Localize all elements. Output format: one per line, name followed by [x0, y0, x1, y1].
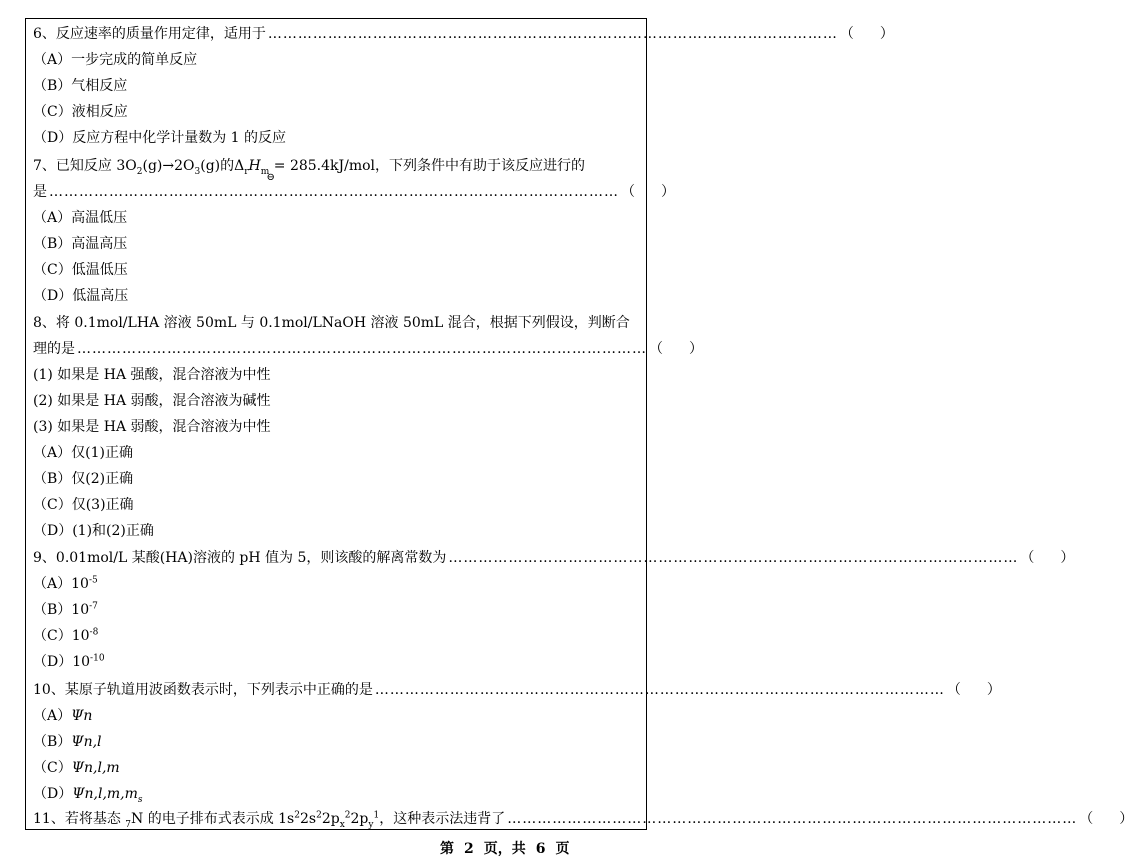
q7-option-b: （B）高温高压: [33, 236, 128, 252]
q10-stem-line: [33, 680, 1001, 700]
q7-option-d: （D）低温高压: [33, 288, 129, 304]
q9-stem: 9、0.01mol/L 某酸(HA)溶液的 pH 值为 5，则该酸的解离常数为: [33, 550, 447, 566]
q8-stem-line2: 理的是 …………………………………………………………………………………………………… （ ）: [33, 341, 703, 357]
q9-option-d: $(D)10^{-10}$: [33, 653, 105, 670]
leader-dots: ……………………………………………………………………………………………………: [507, 811, 1078, 827]
answer-paren: （ ）: [839, 26, 894, 42]
q6-option-a: （A）一步完成的简单反应: [33, 52, 198, 68]
q8-option-b: （B）仅(2)正确: [33, 471, 134, 487]
page-number-footer: 第 2 页，共 6 页: [440, 841, 570, 857]
q7-stem: 7、已知反应 $3O_2(g)\to 2O_3(g)$的$\Delta_rH_m$ ⊖ = 285.4kJ/mol，下列条件中有助于该反应进行的: [33, 156, 641, 176]
q8-case-3: (3) 如果是 HA 弱酸，混合溶液为中性: [33, 419, 271, 435]
q8-option-c: （C）仅(3)正确: [33, 497, 134, 513]
q9-stem-line: [33, 548, 1075, 568]
leader-dots: ……………………………………………………………………………………………………: [49, 184, 619, 200]
q9-option-c: $(C)10^{-8}$: [33, 627, 99, 644]
answer-paren: （ ）: [649, 341, 703, 357]
standard-state-symbol: ⊖: [266, 172, 275, 183]
leader-dots: ……………………………………………………………………………………………………: [77, 341, 647, 357]
q7-option-a: （A）高温低压: [33, 210, 128, 226]
q7-option-c: （C）低温低压: [33, 262, 128, 278]
answer-paren: （ ）: [946, 682, 1001, 698]
q10-option-a: （A）Ψn: [33, 708, 93, 724]
q7-stem-line2: 是 …………………………………………………………………………………………………… （ ）: [33, 184, 675, 200]
answer-paren: （ ）: [1020, 550, 1075, 566]
q8-option-a: （A）仅(1)正确: [33, 445, 133, 461]
q9-option-a: $(A)10^{-5}$: [33, 575, 98, 592]
leader-dots: ……………………………………………………………………………………………………: [448, 550, 1019, 566]
q6-option-d: （D）反应方程中化学计量数为 1 的反应: [33, 130, 287, 146]
q10-stem: 10、某原子轨道用波函数表示时，下列表示中正确的是: [33, 682, 373, 698]
q6-stem-line: [33, 24, 894, 44]
total-pages: 6: [535, 841, 546, 857]
q9-option-b: $(B)10^{-7}$: [33, 601, 98, 618]
q8-stem: 8、将 0.1mol/LHA 溶液 50mL 与 0.1mol/LNaOH 溶液 50mL 混合，根据下列假设，判断合: [33, 315, 630, 331]
q8-case-2: (2) 如果是 HA 弱酸，混合溶液为碱性: [33, 393, 271, 409]
q8-option-d: （D）(1)和(2)正确: [33, 523, 154, 539]
leader-dots: ……………………………………………………………………………………………………: [267, 26, 838, 42]
current-page: 2: [464, 841, 474, 857]
answer-paren: （ ）: [621, 184, 675, 200]
q6-option-b: （B）气相反应: [33, 78, 128, 94]
q10-option-b: （B）Ψn,l: [33, 734, 102, 750]
q8-case-1: (1) 如果是 HA 强酸，混合溶液为中性: [33, 367, 271, 383]
answer-paren: （ ）: [1079, 811, 1133, 827]
q11-stem: 11、若将基态 $_7$N 的电子排布式表示成 $1s^22s^22p_x^22p_y^1$，这种表示法违背了: [33, 810, 506, 830]
leader-dots: ……………………………………………………………………………………………………: [374, 682, 945, 698]
q10-option-c: （C）Ψn,l,m: [33, 760, 120, 776]
q10-option-d: $(D)\Psi n,l,m,m_s$: [33, 786, 143, 805]
q6-stem: 6、反应速率的质量作用定律，适用于: [33, 26, 266, 42]
q6-option-c: （C）液相反应: [33, 104, 128, 120]
q11-stem-line: [33, 809, 1133, 830]
